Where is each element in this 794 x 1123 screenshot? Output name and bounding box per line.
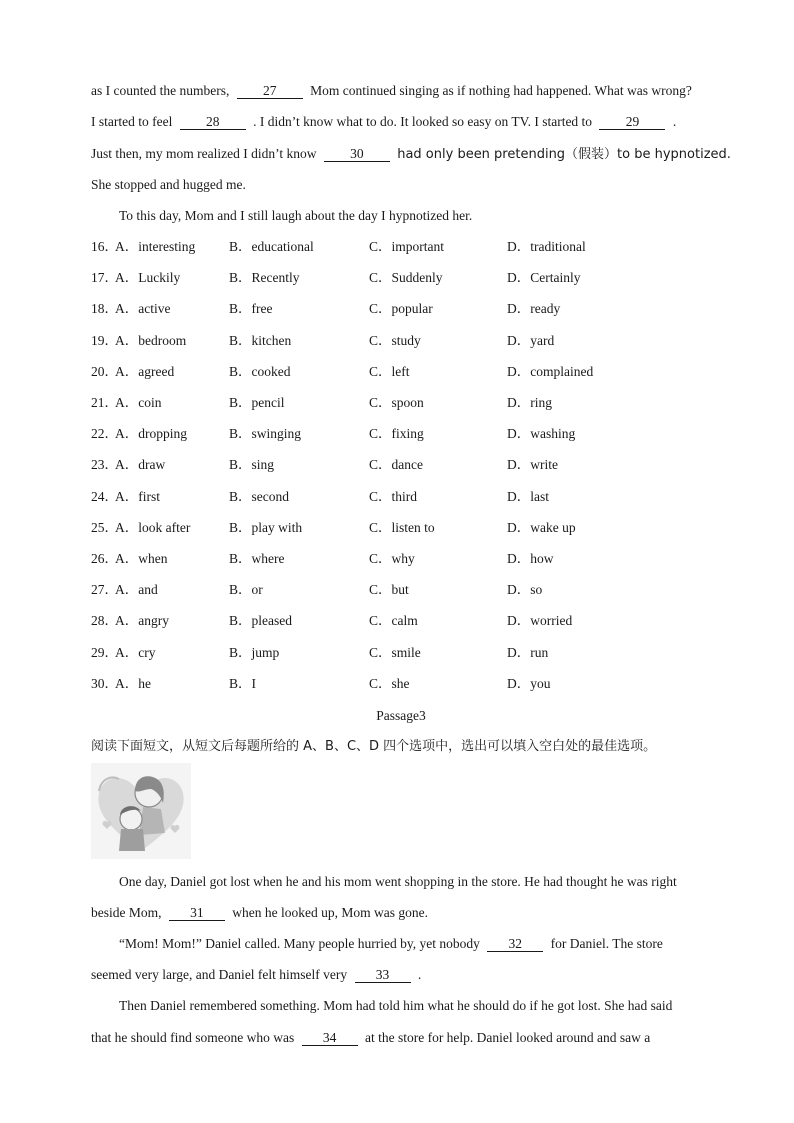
option-c: C．spoon: [369, 395, 424, 410]
text-line: [91, 82, 692, 100]
option-a: A．dropping: [115, 426, 187, 442]
option-a: A．active: [115, 301, 171, 317]
option-c: C．dance: [369, 457, 423, 473]
text: Mom continued singing as if nothing had happened. What was wrong?: [310, 83, 692, 98]
text: beside Mom,: [91, 905, 162, 920]
text: at the store for help. Daniel looked around and saw a: [364, 1030, 651, 1045]
question-number: 23．: [91, 457, 118, 473]
blank-32: 32: [487, 937, 543, 952]
option-b: B．cooked: [229, 363, 291, 379]
question-row: [91, 550, 711, 568]
text: Just then, my mom realized I didn’t know: [91, 146, 317, 161]
question-number: 25．: [91, 519, 118, 535]
blank-29: 29: [599, 115, 665, 130]
text: had only been pretending（假装）to be hypnotized.: [397, 147, 731, 162]
option-c: C．listen to: [369, 519, 435, 535]
blank-33: 33: [355, 968, 411, 983]
question-row: [91, 238, 711, 256]
option-b: B．kitchen: [229, 332, 292, 348]
blank-27: 27: [237, 84, 303, 99]
option-a: A．cry: [115, 644, 156, 660]
question-row: [91, 363, 711, 381]
option-a: A．he: [115, 675, 151, 691]
option-d: D．you: [507, 675, 551, 691]
question-row: [91, 269, 711, 287]
question-number: 22．: [91, 426, 118, 442]
question-number: 24．: [91, 488, 118, 504]
question-number: 16．: [91, 239, 118, 254]
option-c: C．important: [369, 239, 444, 254]
text: “Mom! Mom!” Daniel called. Many people hurried by, yet nobody: [119, 936, 480, 951]
instructions: 阅读下面短文，从短文后每题所给的 A、B、C、D 四个选项中，选出可以填入空白处的最佳选项。: [91, 739, 657, 754]
option-d: D．washing: [507, 426, 576, 442]
option-b: B．jump: [229, 644, 280, 660]
option-b: B．I: [229, 675, 256, 691]
option-a: A．and: [115, 582, 158, 598]
option-a: A．angry: [115, 613, 169, 629]
question-row: [91, 456, 711, 474]
option-c: C．she: [369, 675, 410, 691]
blank-31: 31: [169, 906, 225, 921]
option-b: B．pleased: [229, 613, 292, 629]
question-row: [91, 644, 711, 662]
text-line: [91, 935, 663, 953]
question-row: [91, 300, 711, 318]
text: as I counted the numbers,: [91, 83, 230, 98]
option-c: C．third: [369, 488, 418, 504]
blank-34: 34: [302, 1031, 358, 1046]
option-b: B．swinging: [229, 426, 302, 442]
question-number: 26．: [91, 551, 118, 566]
text: when he looked up, Mom was gone.: [232, 905, 428, 920]
option-b: B．free: [229, 301, 273, 317]
option-c: C．Suddenly: [369, 270, 443, 286]
question-number: 28．: [91, 613, 118, 629]
question-number: 30．: [91, 675, 118, 691]
text-line: [91, 966, 421, 984]
option-c: C．why: [369, 551, 415, 566]
option-a: A．look after: [115, 519, 191, 535]
blank-28: 28: [180, 115, 246, 130]
option-b: B．Recently: [229, 270, 300, 286]
option-d: D．run: [507, 644, 549, 660]
text-line: [91, 113, 676, 131]
text: I started to feel: [91, 114, 173, 129]
option-c: C．study: [369, 332, 421, 348]
option-d: D．complained: [507, 363, 594, 379]
option-a: A．Luckily: [115, 270, 181, 286]
text-line: One day, Daniel got lost when he and his mom went shopping in the store. He had thought he was right: [119, 874, 677, 889]
text-line: To this day, Mom and I still laugh about the day I hypnotized her.: [119, 208, 473, 223]
text-line: [91, 145, 731, 164]
option-c: C．calm: [369, 613, 418, 629]
option-c: C．smile: [369, 644, 421, 660]
option-a: A．interesting: [115, 239, 196, 254]
passage-heading: Passage3: [376, 708, 426, 723]
option-c: C．fixing: [369, 426, 424, 442]
text: . I didn’t know what to do. It looked so easy on TV. I started to: [253, 114, 593, 129]
text-line: [91, 904, 428, 922]
text: for Daniel. The store: [550, 936, 663, 951]
text-line: She stopped and hugged me.: [91, 177, 246, 192]
option-d: D．how: [507, 551, 554, 566]
text: that he should find someone who was: [91, 1030, 295, 1045]
option-b: B．sing: [229, 457, 275, 473]
option-c: C．left: [369, 363, 410, 379]
option-d: D．write: [507, 457, 558, 473]
mother-child-illustration: [91, 763, 191, 859]
option-a: A．coin: [115, 395, 162, 410]
question-number: 29．: [91, 644, 118, 660]
option-d: D．ring: [507, 395, 552, 410]
question-number: 18．: [91, 301, 118, 317]
option-d: D．last: [507, 488, 549, 504]
option-b: B．or: [229, 582, 263, 598]
option-c: C．popular: [369, 301, 433, 317]
question-row: [91, 488, 711, 506]
option-a: A．agreed: [115, 363, 175, 379]
question-row: [91, 425, 711, 443]
question-number: 21．: [91, 395, 118, 410]
question-row: [91, 394, 711, 412]
option-d: D．Certainly: [507, 270, 581, 286]
option-d: D．traditional: [507, 239, 586, 254]
option-b: B．educational: [229, 239, 314, 254]
text: .: [672, 114, 677, 129]
option-b: B．second: [229, 488, 289, 504]
text-line: [91, 1029, 650, 1047]
text: seemed very large, and Daniel felt himself very: [91, 967, 348, 982]
question-number: 20．: [91, 363, 118, 379]
option-c: C．but: [369, 582, 409, 598]
question-row: [91, 332, 711, 350]
question-row: [91, 581, 711, 599]
option-d: D．yard: [507, 332, 555, 348]
text: .: [417, 967, 422, 982]
option-b: B．play with: [229, 519, 303, 535]
option-b: B．pencil: [229, 395, 285, 410]
question-number: 19．: [91, 332, 118, 348]
option-d: D．worried: [507, 613, 573, 629]
blank-30: 30: [324, 147, 390, 162]
question-row: [91, 675, 711, 693]
option-d: D．so: [507, 582, 543, 598]
option-d: D．ready: [507, 301, 561, 317]
question-row: [91, 612, 711, 630]
option-a: A．bedroom: [115, 332, 187, 348]
question-number: 27．: [91, 582, 118, 598]
option-a: A．draw: [115, 457, 166, 473]
option-a: A．first: [115, 488, 160, 504]
text-line: Then Daniel remembered something. Mom had told him what he should do if he got lost. She had said: [119, 998, 673, 1013]
option-b: B．where: [229, 551, 285, 566]
question-row: [91, 519, 711, 537]
question-number: 17．: [91, 270, 118, 286]
option-d: D．wake up: [507, 519, 576, 535]
option-a: A．when: [115, 551, 168, 566]
